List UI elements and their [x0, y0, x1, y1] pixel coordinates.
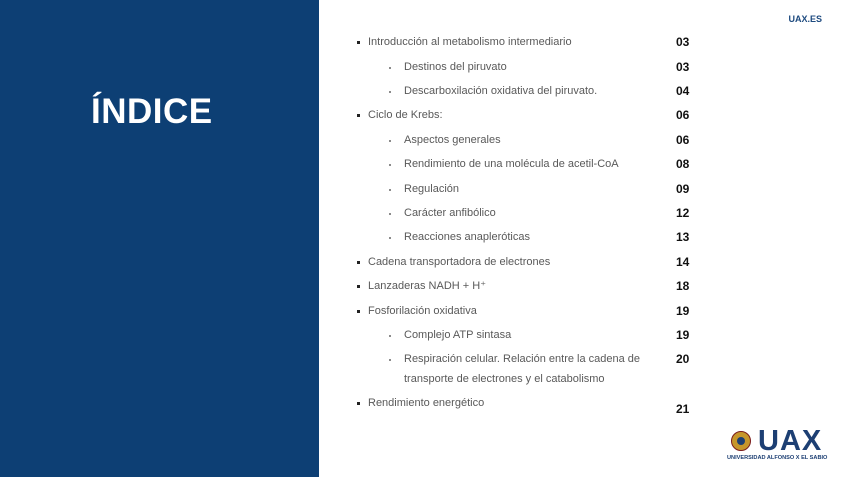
toc-item-label: Ciclo de Krebs:	[368, 109, 443, 121]
bullet-icon	[357, 310, 360, 313]
toc-item-label: Respiración celular. Relación entre la cadena de	[404, 353, 641, 365]
bullet-icon	[389, 335, 391, 337]
university-seal-icon	[731, 431, 751, 451]
bullet-icon	[357, 114, 360, 117]
toc-item-page: 21	[676, 402, 690, 416]
toc-item-label: Regulación	[404, 183, 460, 195]
toc-item-page: 13	[676, 230, 690, 244]
table-of-contents	[356, 0, 696, 420]
toc-item-label: Carácter anfibólico	[404, 207, 496, 219]
bullet-icon	[357, 285, 360, 288]
bullet-icon	[389, 237, 391, 239]
bullet-icon	[389, 140, 391, 142]
toc-item-label: Aspectos generales	[404, 134, 501, 146]
toc-item-label: Rendimiento energético	[368, 397, 485, 409]
toc-item-page: 06	[676, 133, 690, 147]
bullet-icon	[357, 402, 360, 405]
toc-item-page: 20	[676, 352, 690, 366]
toc-item-label: Reacciones anapleróticas	[404, 231, 530, 243]
bullet-icon	[389, 67, 391, 69]
toc-item-page: 04	[676, 84, 690, 98]
bullet-icon	[389, 213, 391, 215]
toc-item-label: Lanzaderas NADH + H⁺	[368, 280, 486, 292]
bullet-icon	[357, 41, 360, 44]
toc-item-label: Complejo ATP sintasa	[404, 329, 512, 341]
logo: UAX	[758, 425, 823, 457]
site-link[interactable]: UAX.ES	[788, 14, 822, 24]
bullet-icon	[389, 189, 391, 191]
toc-item-page: 18	[676, 279, 690, 293]
toc-item-label: Fosforilación oxidativa	[368, 305, 477, 317]
toc-item-label-line2: transporte de electrones y el catabolismo	[404, 373, 605, 385]
toc-item-page: 14	[676, 255, 690, 269]
toc-item-label: Descarboxilación oxidativa del piruvato.	[404, 85, 598, 97]
toc-item-label: Introducción al metabolismo intermediario	[368, 36, 572, 48]
bullet-icon	[389, 164, 391, 166]
bullet-icon	[389, 359, 391, 361]
toc-item-page: 19	[676, 304, 690, 318]
sidebar-panel	[0, 0, 319, 477]
toc-item-page: 12	[676, 206, 690, 220]
toc-item-page: 06	[676, 108, 690, 122]
toc-item-page: 09	[676, 182, 690, 196]
toc-item-label: Rendimiento de una molécula de acetil-CoA	[404, 158, 619, 170]
toc-item-page: 03	[676, 60, 690, 74]
bullet-icon	[357, 261, 360, 264]
logo-subtitle: UNIVERSIDAD ALFONSO X EL SABIO	[727, 455, 828, 461]
toc-item-label: Destinos del piruvato	[404, 61, 507, 73]
page-title: ÍNDICE	[91, 92, 213, 131]
toc-item-label: Cadena transportadora de electrones	[368, 256, 551, 268]
toc-item-page: 03	[676, 35, 690, 49]
toc-item-page: 19	[676, 328, 690, 342]
toc-item-page: 08	[676, 157, 690, 171]
bullet-icon	[389, 91, 391, 93]
